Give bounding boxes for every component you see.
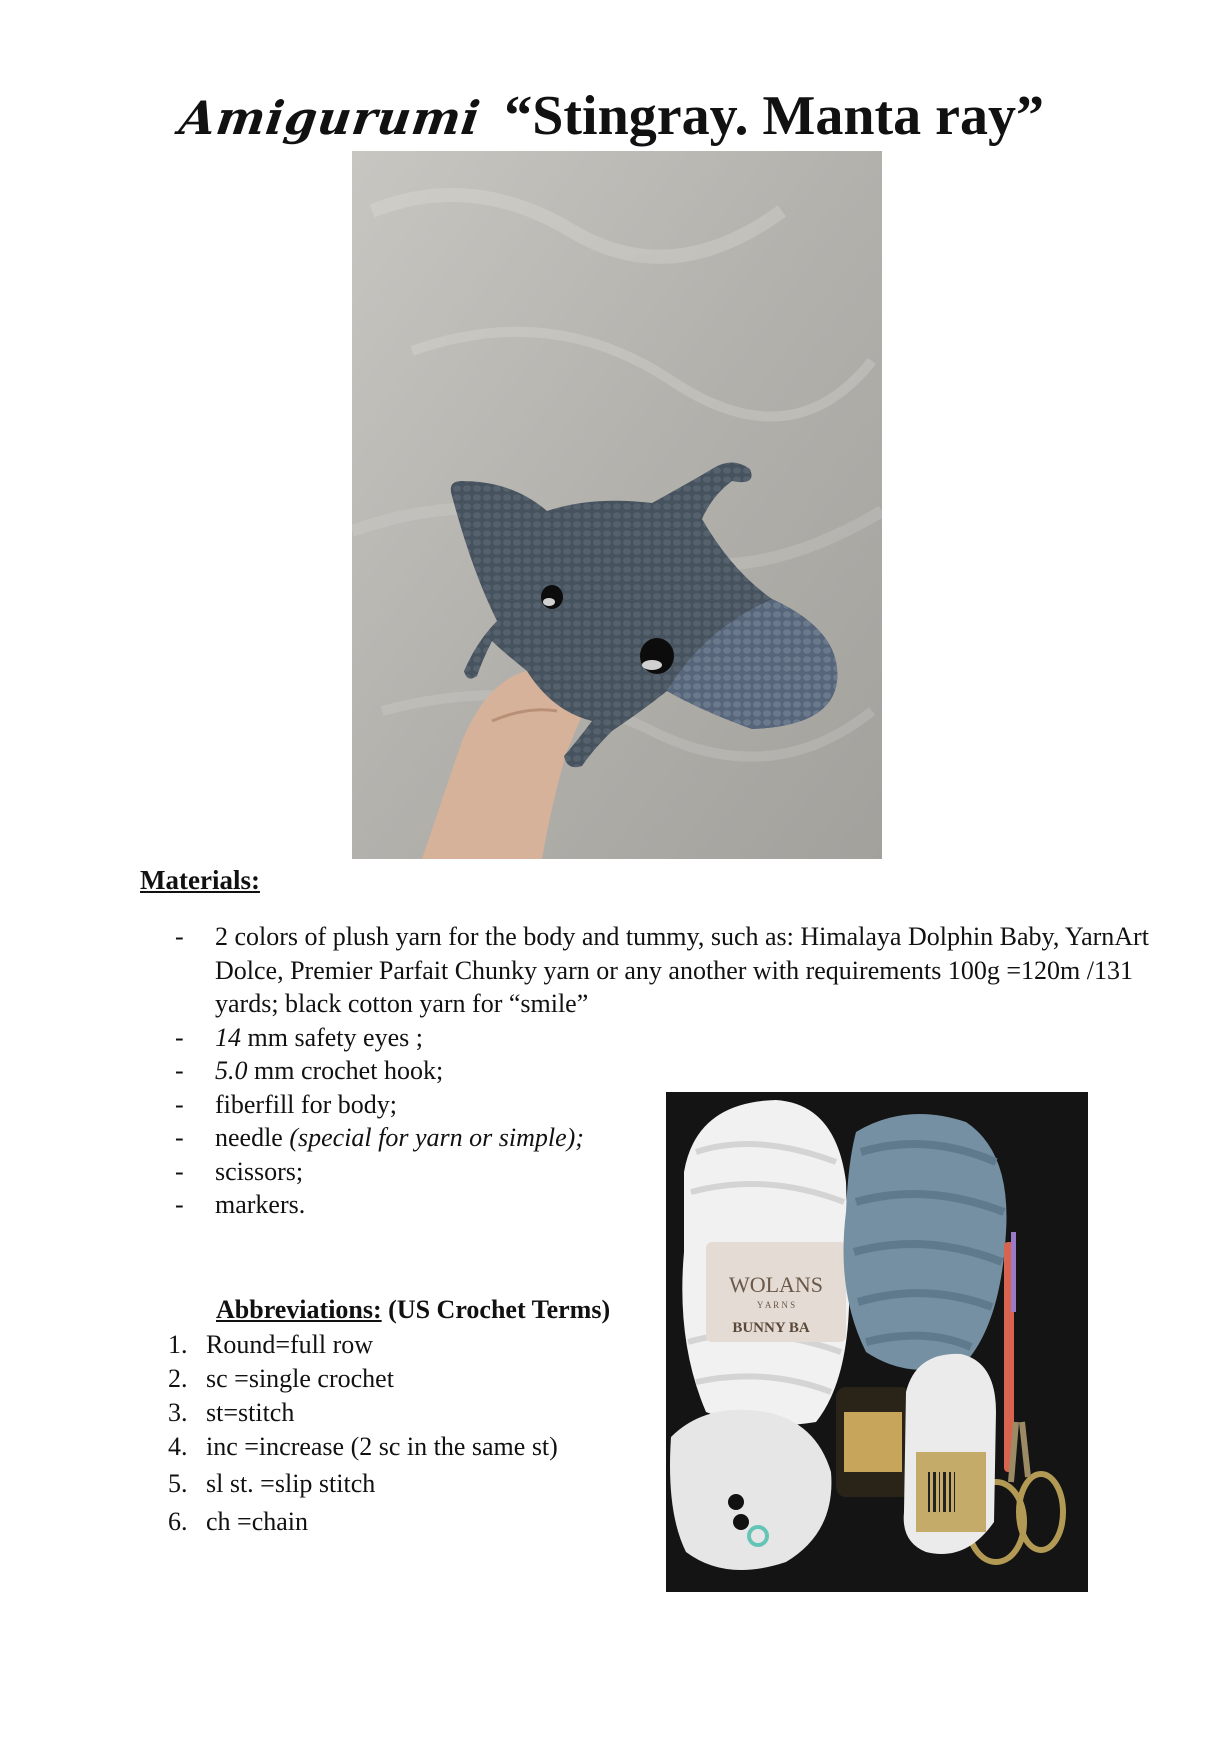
- materials-item: [175, 920, 1175, 1021]
- page-title: [0, 84, 1224, 148]
- abbreviation-number: 2.: [168, 1364, 188, 1393]
- abbreviation-number: 1.: [168, 1330, 188, 1359]
- title-script-word: Amigurumi: [176, 91, 485, 145]
- list-dash: -: [175, 922, 184, 951]
- stingray-illustration: [352, 151, 882, 859]
- abbreviation-number: 6.: [168, 1507, 188, 1536]
- abbreviation-text: inc =increase (2 sc in the same st): [206, 1432, 558, 1461]
- materials-photo: [666, 1092, 1088, 1592]
- list-dash: -: [175, 1022, 184, 1052]
- yarn-label-product: BUNNY BA: [732, 1320, 810, 1336]
- title-main-text: “Stingray. Manta ray”: [504, 85, 1045, 147]
- abbreviation-number: 5.: [168, 1469, 188, 1498]
- abbreviation-text: sc =single crochet: [206, 1364, 394, 1393]
- materials-item-text: fiberfill for body;: [215, 1089, 397, 1119]
- abbreviations-list: [168, 1328, 558, 1540]
- safety-eye: [728, 1494, 744, 1510]
- materials-item-italic: 14: [215, 1022, 241, 1052]
- abbreviation-item: [168, 1362, 558, 1396]
- list-dash: -: [175, 1056, 184, 1085]
- blue-yarn-skein: [844, 1114, 1007, 1370]
- abbreviation-text: sl st. =slip stitch: [206, 1469, 376, 1498]
- abbreviation-item: [168, 1430, 558, 1464]
- white-yarn-skein: [682, 1100, 849, 1425]
- list-dash: -: [175, 1123, 184, 1152]
- yarn-label-sub: Y A R N S: [756, 1300, 796, 1310]
- yarn-label-brand: WOLANS: [728, 1272, 824, 1297]
- list-dash: -: [175, 1190, 184, 1219]
- materials-item-italic: (special for yarn or simple);: [289, 1123, 584, 1152]
- materials-item-text: markers.: [215, 1190, 306, 1219]
- materials-heading: Materials:: [140, 865, 260, 895]
- abbreviation-text: Round=full row: [206, 1330, 374, 1359]
- list-dash: -: [175, 1156, 184, 1186]
- materials-item-text: needle: [215, 1123, 290, 1152]
- abbreviation-item: [168, 1328, 558, 1362]
- abbreviation-item: [168, 1396, 558, 1430]
- abbreviations-heading: [216, 1295, 610, 1325]
- abbreviation-text: st=stitch: [206, 1398, 295, 1427]
- list-dash: -: [175, 1089, 184, 1119]
- abbreviation-item: [168, 1464, 558, 1502]
- abbreviation-number: 3.: [168, 1398, 188, 1427]
- materials-item-text: scissors;: [215, 1156, 304, 1186]
- abbreviations-heading-underlined: Abbreviations:: [216, 1295, 382, 1324]
- abbreviation-item: [168, 1502, 558, 1540]
- materials-item-italic: 5.0: [215, 1056, 248, 1085]
- materials-item: [175, 1054, 1135, 1088]
- materials-item: [175, 1021, 1135, 1055]
- abbreviation-number: 4.: [168, 1432, 188, 1461]
- abbreviation-text: ch =chain: [206, 1507, 309, 1536]
- stingray-photo: [352, 151, 882, 859]
- abbreviations-heading-rest: (US Crochet Terms): [381, 1295, 611, 1324]
- materials-item-text: mm safety eyes ;: [241, 1022, 423, 1052]
- materials-illustration: [666, 1092, 1088, 1592]
- materials-item-text: 2 colors of plush yarn for the body and tummy, such as: Himalaya Dolphin Baby, YarnArt Dolce, Premier Parfait Chunky yarn or any another with requirements 100g =120m /131 yards; black cotton yarn for “smile”: [215, 922, 1149, 1018]
- materials-item-text: mm crochet hook;: [247, 1056, 444, 1085]
